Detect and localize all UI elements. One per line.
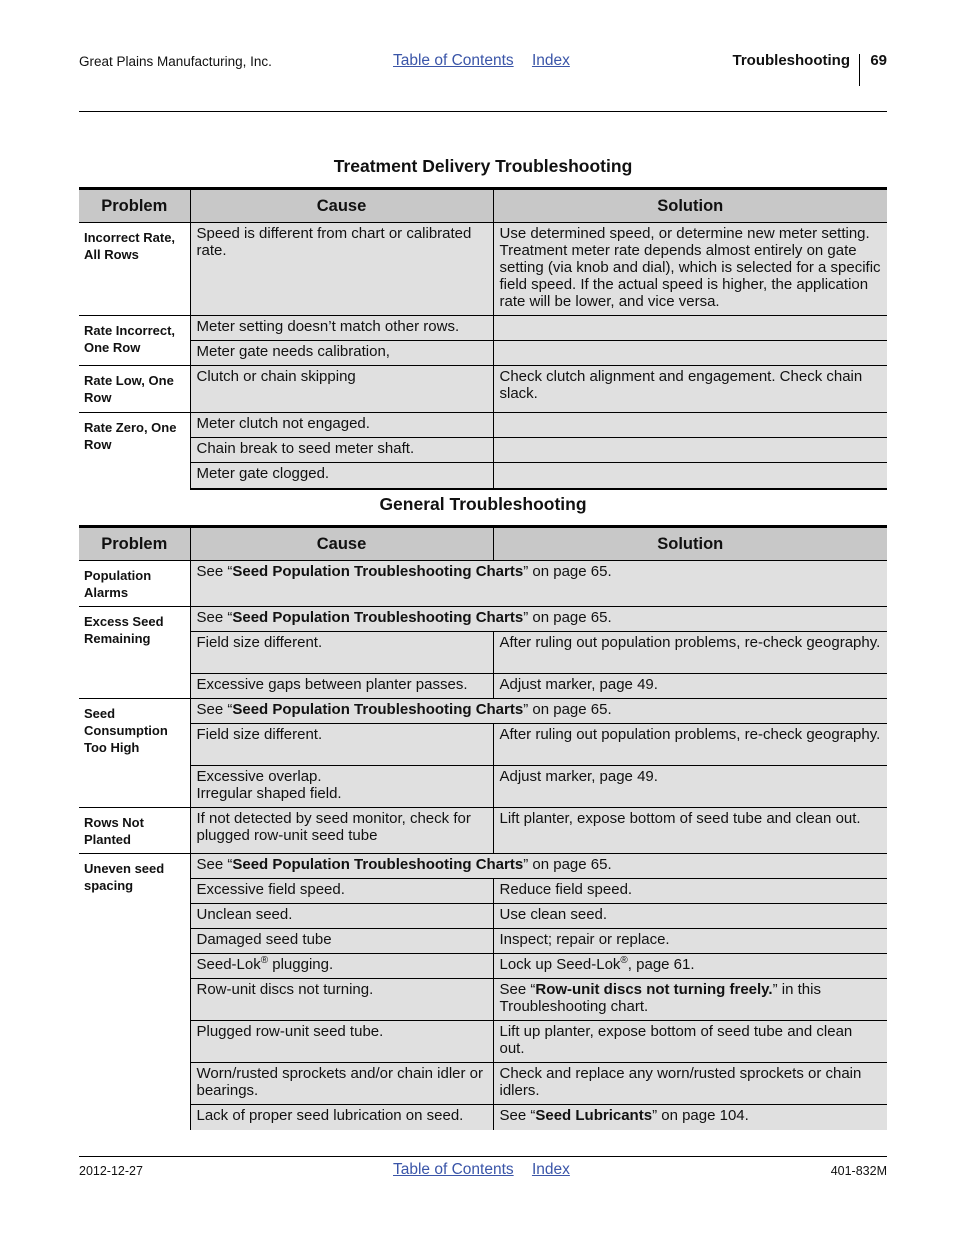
table-row — [79, 808, 887, 854]
cause-cell: See “Seed Population Troubleshooting Charts” on page 65. — [190, 607, 887, 632]
table-row — [79, 766, 887, 808]
cause-cell: See “Seed Population Troubleshooting Charts” on page 65. — [190, 854, 887, 879]
footer-links — [393, 1161, 584, 1179]
table-row — [79, 724, 887, 766]
cross-reference: Seed Population Troubleshooting Charts — [232, 701, 524, 718]
header-links — [393, 52, 584, 70]
cause-cell: See “Seed Population Troubleshooting Charts” on page 65. — [190, 561, 887, 607]
cross-reference: Seed Population Troubleshooting Charts — [232, 856, 524, 873]
table-row — [79, 438, 887, 463]
solution-cell: Use clean seed. — [493, 904, 887, 929]
solution-cell: After ruling out population problems, re-check geography. — [493, 632, 887, 674]
table-row — [79, 1063, 887, 1105]
cause-cell: Meter gate clogged. — [190, 463, 493, 489]
footer-rule — [79, 1156, 887, 1157]
header-rule — [79, 111, 887, 112]
cross-reference: Seed Population Troubleshooting Charts — [232, 563, 524, 580]
cause-cell: Chain break to seed meter shaft. — [190, 438, 493, 463]
cause-cell: Clutch or chain skipping — [190, 366, 493, 413]
col-cause: Cause — [190, 527, 493, 561]
table-header-row — [79, 527, 887, 561]
cause-cell: Plugged row-unit seed tube. — [190, 1021, 493, 1063]
general-table — [79, 525, 887, 1130]
cause-cell: Field size different. — [190, 632, 493, 674]
cause-cell: Meter setting doesn’t match other rows. — [190, 316, 493, 341]
company-name: Great Plains Manufacturing, Inc. — [79, 54, 272, 69]
solution-cell: Lift planter, expose bottom of seed tube and clean out. — [493, 808, 887, 854]
table-row — [79, 223, 887, 316]
treatment-table-title: Treatment Delivery Troubleshooting — [333, 156, 633, 176]
cause-cell: Excessive gaps between planter passes. — [190, 674, 493, 699]
page-footer — [79, 1160, 887, 1190]
problem-cell: Seed Consumption Too High — [79, 699, 190, 808]
table-header-row — [79, 189, 887, 223]
col-problem: Problem — [79, 527, 190, 561]
publication-date: 2012-12-27 — [79, 1164, 143, 1178]
solution-cell — [493, 438, 887, 463]
table-row — [79, 607, 887, 632]
problem-cell: Rate Incorrect, One Row — [79, 316, 190, 366]
general-table-title: General Troubleshooting — [379, 494, 587, 514]
table-row — [79, 979, 887, 1021]
solution-cell — [493, 413, 887, 438]
cause-cell: Row-unit discs not turning. — [190, 979, 493, 1021]
solution-cell: Check clutch alignment and engagement. Check chain slack. — [493, 366, 887, 413]
solution-cell: After ruling out population problems, re-check geography. — [493, 724, 887, 766]
problem-cell: Incorrect Rate, All Rows — [79, 223, 190, 316]
problem-cell: Rate Low, One Row — [79, 366, 190, 413]
footer-index-link[interactable]: Index — [531, 1161, 570, 1178]
solution-cell: See “Row-unit discs not turning freely.” in this Troubleshooting chart. — [493, 979, 887, 1021]
cross-reference: Seed Population Troubleshooting Charts — [232, 609, 524, 626]
table-row — [79, 674, 887, 699]
col-solution: Solution — [493, 189, 887, 223]
table-row — [79, 879, 887, 904]
table-row — [79, 463, 887, 489]
header-divider — [859, 54, 860, 86]
problem-cell: Rows Not Planted — [79, 808, 190, 854]
cause-cell: Meter clutch not engaged. — [190, 413, 493, 438]
table-row — [79, 366, 887, 413]
solution-cell: Use determined speed, or determine new meter setting. Treatment meter rate depends almost entirely on gate setting (via knob and dial), which is selected for a specific field speed. If the actual speed is higher, the application rate will be lower, and vice versa. — [493, 223, 887, 316]
cause-cell: Lack of proper seed lubrication on seed. — [190, 1105, 493, 1130]
header-toc-link[interactable]: Table of Contents — [393, 52, 514, 69]
solution-cell: Check and replace any worn/rusted sprockets or chain idlers. — [493, 1063, 887, 1105]
problem-cell: Rate Zero, One Row — [79, 413, 190, 489]
cause-cell: Worn/rusted sprockets and/or chain idler or bearings. — [190, 1063, 493, 1105]
footer-toc-link[interactable]: Table of Contents — [393, 1161, 514, 1178]
table-row — [79, 954, 887, 979]
solution-cell: Adjust marker, page 49. — [493, 674, 887, 699]
table-row — [79, 316, 887, 341]
solution-cell — [493, 341, 887, 366]
solution-cell: See “Seed Lubricants” on page 104. — [493, 1105, 887, 1130]
table-row — [79, 904, 887, 929]
header-index-link[interactable]: Index — [531, 52, 570, 69]
table-row — [79, 929, 887, 954]
table-row — [79, 632, 887, 674]
solution-cell — [493, 463, 887, 489]
table-row — [79, 1021, 887, 1063]
solution-cell: Reduce field speed. — [493, 879, 887, 904]
cause-cell: Damaged seed tube — [190, 929, 493, 954]
cause-cell: Meter gate needs calibration, — [190, 341, 493, 366]
problem-cell: Population Alarms — [79, 561, 190, 607]
cause-cell: Excessive overlap. Irregular shaped field. — [190, 766, 493, 808]
col-solution: Solution — [493, 527, 887, 561]
cause-cell: Excessive field speed. — [190, 879, 493, 904]
solution-cell — [493, 316, 887, 341]
page-header — [79, 50, 887, 90]
table-row — [79, 341, 887, 366]
section-title: Troubleshooting — [732, 52, 850, 69]
cross-reference: Seed Lubricants — [535, 1107, 653, 1124]
col-problem: Problem — [79, 189, 190, 223]
table-row — [79, 561, 887, 607]
problem-cell: Uneven seed spacing — [79, 854, 190, 1130]
col-cause: Cause — [190, 189, 493, 223]
treatment-table — [79, 187, 887, 490]
page-number: 69 — [870, 52, 887, 69]
cause-cell: If not detected by seed monitor, check for plugged row-unit seed tube — [190, 808, 493, 854]
cause-cell: Unclean seed. — [190, 904, 493, 929]
cause-cell: Seed-Lok® plugging. — [190, 954, 493, 979]
solution-cell: Lock up Seed-Lok®, page 61. — [493, 954, 887, 979]
document-number: 401-832M — [830, 1164, 887, 1178]
table-row — [79, 699, 887, 724]
cross-reference: Row-unit discs not turning freely. — [535, 981, 773, 998]
cause-cell: Field size different. — [190, 724, 493, 766]
cause-cell: Speed is different from chart or calibrated rate. — [190, 223, 493, 316]
solution-cell: Inspect; repair or replace. — [493, 929, 887, 954]
solution-cell: Lift up planter, expose bottom of seed tube and clean out. — [493, 1021, 887, 1063]
table-row — [79, 854, 887, 879]
table-row — [79, 413, 887, 438]
problem-cell: Excess Seed Remaining — [79, 607, 190, 699]
cause-cell: See “Seed Population Troubleshooting Charts” on page 65. — [190, 699, 887, 724]
solution-cell: Adjust marker, page 49. — [493, 766, 887, 808]
table-row — [79, 1105, 887, 1130]
